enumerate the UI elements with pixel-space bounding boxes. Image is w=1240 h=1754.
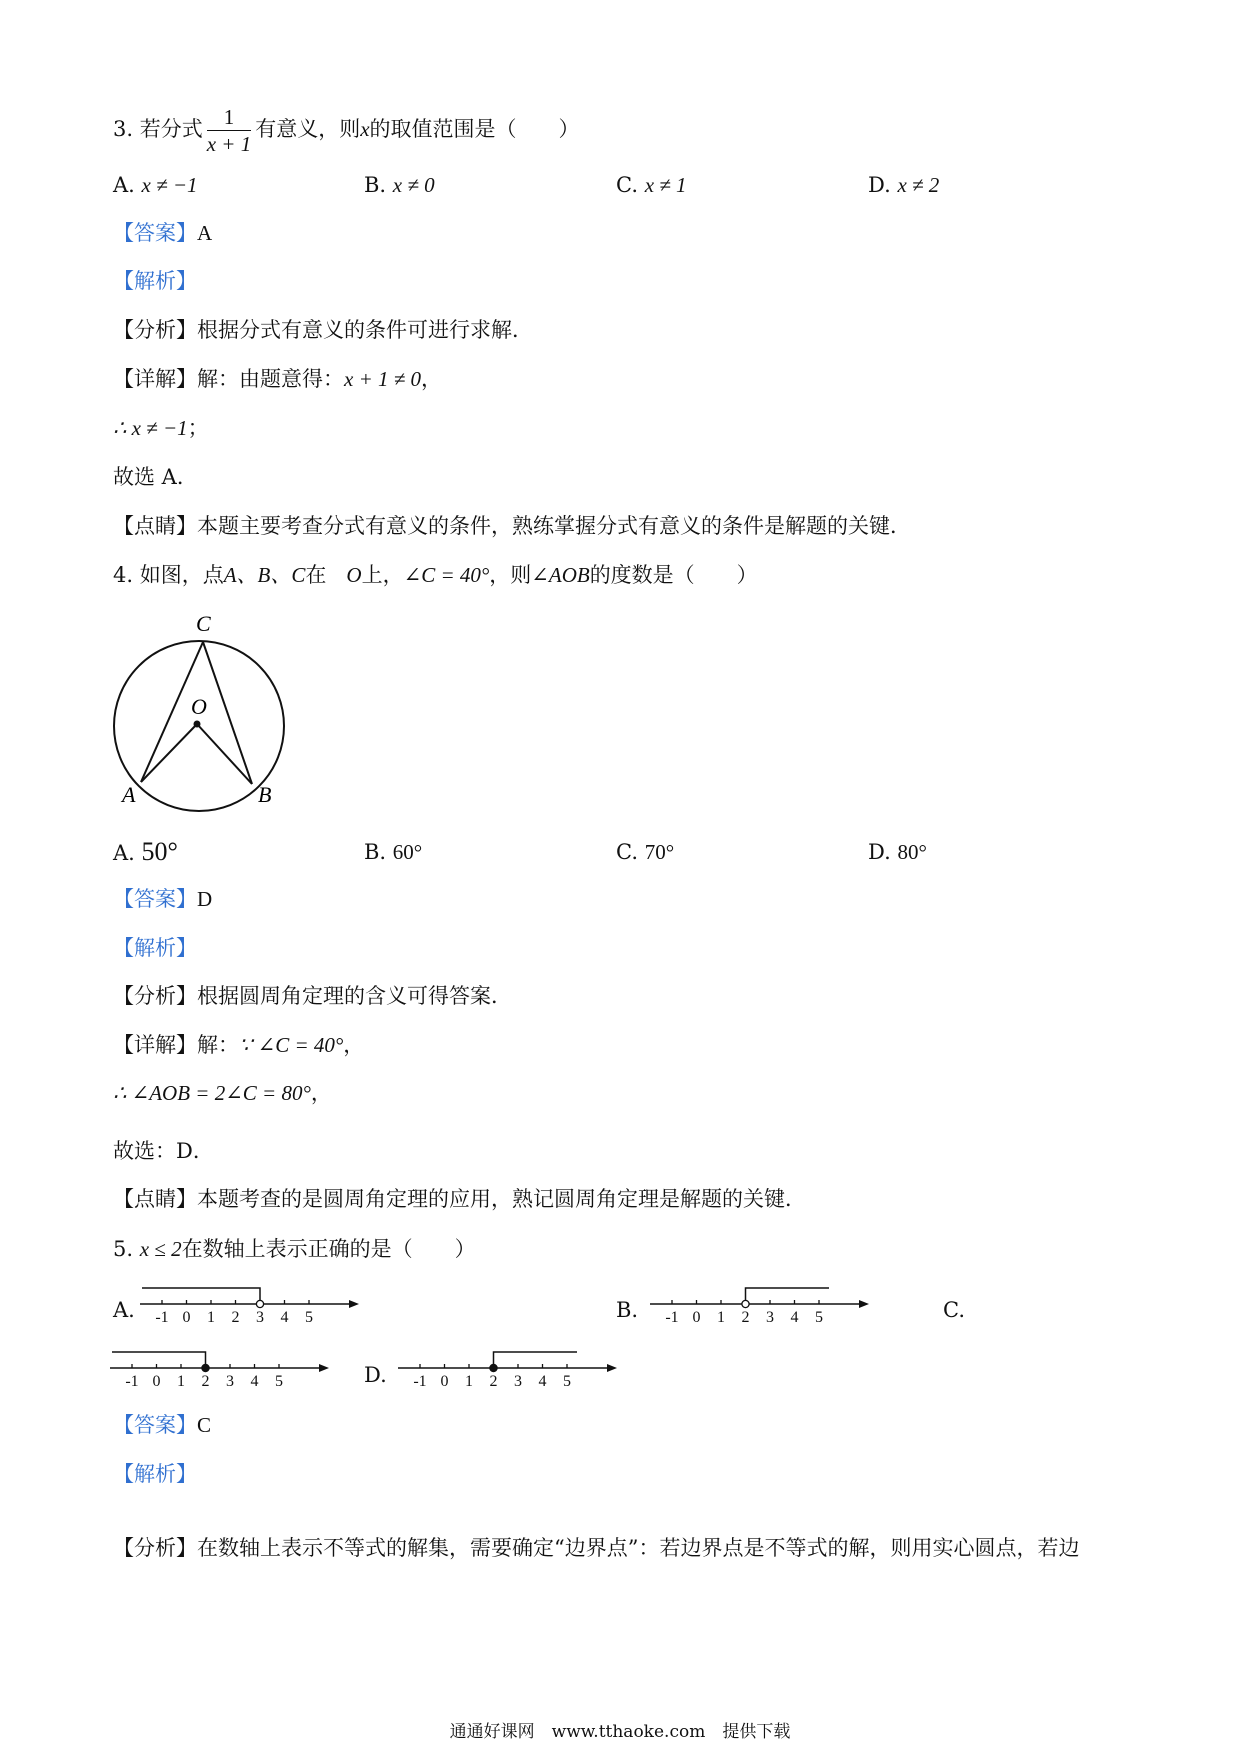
page-footer: 通通好课网 www.tthaoke.com 提供下载	[449, 1722, 791, 1742]
tick-label: 3	[766, 1309, 774, 1326]
radius-oa	[141, 724, 197, 782]
q3-dianjing: 【点睛】本题主要考查分式有意义的条件，熟练掌握分式有意义的条件是解题的关键．	[113, 514, 911, 538]
option-label: D.	[868, 840, 891, 864]
q4-stem-mid3: ，则	[489, 563, 532, 587]
solution-bracket	[746, 1288, 830, 1300]
option-text: 70°	[644, 840, 675, 864]
q4-option-a	[113, 838, 178, 867]
axis-arrow-icon	[349, 1300, 359, 1308]
tick-label: 0	[182, 1309, 191, 1326]
q3-answer	[113, 219, 212, 247]
xiangjie-prefix: 【详解】解：	[113, 1033, 239, 1057]
q3-choose: 故选 A．	[113, 465, 198, 489]
q3-jiexi-tag: 【解析】	[113, 269, 197, 293]
q4-option-c	[616, 838, 674, 866]
q4-choose: 故选：D．	[113, 1139, 214, 1163]
tick-label: -1	[155, 1309, 169, 1326]
radius-ob	[197, 724, 252, 784]
solution-bracket	[494, 1352, 578, 1364]
tick-label: 5	[815, 1309, 823, 1326]
solution-bracket	[142, 1288, 260, 1300]
chord-cb	[203, 642, 252, 784]
q5-stem	[113, 1235, 476, 1263]
option-text: 50°	[141, 837, 178, 866]
q5-option-label-b: B.	[616, 1298, 639, 1322]
option-text: 60°	[392, 840, 423, 864]
tick-label: 3	[256, 1309, 264, 1326]
therefore-suffix: ，	[310, 1081, 332, 1105]
q5-number-line-a	[140, 1278, 380, 1333]
q5-jiexi-tag: 【解析】	[113, 1462, 197, 1486]
tick-label: 4	[250, 1373, 259, 1390]
q3-option-c	[616, 171, 687, 199]
tick-label: -1	[413, 1373, 427, 1390]
tick-label: 1	[717, 1309, 725, 1326]
tick-label: -1	[665, 1309, 679, 1326]
q5-option-label-c: C.	[943, 1298, 965, 1322]
tick-label: 3	[226, 1373, 234, 1390]
q4-stem-mid2: 上，	[361, 563, 404, 587]
tick-label: 0	[440, 1373, 449, 1390]
q3-option-b	[364, 171, 435, 199]
q3-var: x	[360, 117, 370, 141]
option-label: A.	[113, 173, 135, 197]
answer-value: A	[197, 221, 213, 245]
q3-frac-num: 1	[223, 105, 235, 129]
answer-value: C	[197, 1413, 212, 1437]
q4-fenxi: 【分析】根据圆周角定理的含义可得答案．	[113, 984, 512, 1008]
option-label: B.	[364, 173, 387, 197]
q3-frac-den: x + 1	[206, 132, 252, 156]
therefore-math: ∴ ∠AOB = 2∠C = 80°	[113, 1081, 311, 1105]
xiangjie-suffix: ，	[421, 367, 443, 391]
tick-label: 4	[280, 1309, 289, 1326]
q3-suffix2: 的取值范围是（ ）	[369, 117, 580, 141]
center-point	[194, 721, 201, 728]
q5-number-line-c	[110, 1342, 350, 1397]
q3-fraction	[207, 105, 252, 156]
tick-label: 2	[231, 1309, 240, 1326]
tick-label: 2	[201, 1373, 210, 1390]
option-text: x ≠ 2	[897, 173, 940, 197]
q4-stem-circle: O	[346, 563, 362, 587]
option-text: x ≠ 1	[644, 173, 687, 197]
axis-arrow-icon	[607, 1364, 617, 1372]
solid-point	[202, 1364, 209, 1371]
tick-label: 2	[741, 1309, 750, 1326]
q5-option-label-d: D.	[364, 1363, 387, 1387]
label-c: C	[196, 611, 211, 636]
q5-fenxi: 【分析】在数轴上表示不等式的解集，需要确定“边界点”：若边界点是不等式的解，则用实心圆点，若边	[113, 1536, 1080, 1560]
option-label: C.	[616, 840, 638, 864]
answer-tag: 【答案】	[113, 887, 197, 911]
q3-option-d	[868, 171, 939, 199]
q4-stem-mid: 在	[305, 563, 327, 587]
q4-stem-suffix: 的度数是（ ）	[589, 563, 758, 587]
option-label: D.	[868, 173, 891, 197]
tick-label: 1	[207, 1309, 215, 1326]
label-a: A	[122, 782, 136, 807]
xiangjie-prefix: 【详解】解：由题意得：	[113, 367, 344, 391]
q4-option-b	[364, 838, 422, 866]
q5-answer	[113, 1411, 211, 1439]
q4-circle-figure	[100, 610, 300, 820]
q5-option-label-a: A.	[113, 1298, 135, 1322]
xiangjie-math: ∵ ∠C = 40°	[239, 1033, 344, 1057]
q3-fenxi: 【分析】根据分式有意义的条件可进行求解．	[113, 318, 533, 342]
therefore-suffix: ；	[187, 416, 209, 440]
solution-bracket	[112, 1352, 206, 1364]
tick-label: 5	[275, 1373, 283, 1390]
q3-xiangjie	[113, 365, 442, 393]
open-point	[742, 1300, 749, 1307]
q5-number-line-b	[650, 1278, 890, 1333]
q4-stem	[113, 561, 758, 589]
answer-tag: 【答案】	[113, 221, 197, 245]
option-text: 80°	[897, 840, 927, 864]
q3-therefore	[113, 414, 209, 442]
option-text: x ≠ −1	[141, 173, 198, 197]
q3-suffix: 有意义，则	[255, 117, 361, 141]
q4-answer	[113, 885, 212, 913]
label-b: B	[258, 782, 272, 807]
q3-prefix: 3. 若分式	[113, 117, 203, 141]
tick-label: 0	[152, 1373, 161, 1390]
tick-label: 3	[514, 1373, 522, 1390]
q5-stem-suffix: 在数轴上表示正确的是（ ）	[181, 1237, 476, 1261]
q5-stem-prefix: 5.	[113, 1237, 134, 1261]
option-text: x ≠ 0	[392, 173, 435, 197]
tick-label: -1	[125, 1373, 139, 1390]
q5-number-line-d	[398, 1342, 638, 1397]
xiangjie-math: x + 1 ≠ 0	[344, 367, 422, 391]
q3-stem	[113, 105, 580, 156]
q4-stem-points: A、B、C	[223, 563, 306, 587]
option-label: A.	[113, 841, 135, 865]
q4-stem-target: ∠AOB	[531, 563, 590, 587]
tick-label: 1	[465, 1373, 473, 1390]
answer-tag: 【答案】	[113, 1413, 197, 1437]
answer-value: D	[197, 887, 213, 911]
tick-label: 4	[538, 1373, 547, 1390]
tick-label: 5	[563, 1373, 571, 1390]
q4-stem-prefix: 4. 如图，点	[113, 563, 224, 587]
tick-label: 0	[692, 1309, 701, 1326]
solid-point	[490, 1364, 497, 1371]
tick-label: 5	[305, 1309, 313, 1326]
q4-therefore	[113, 1079, 332, 1107]
tick-label: 4	[790, 1309, 799, 1326]
tick-label: 1	[177, 1373, 185, 1390]
q4-xiangjie	[113, 1031, 364, 1059]
axis-arrow-icon	[859, 1300, 869, 1308]
therefore-math: ∴ x ≠ −1	[113, 416, 188, 440]
q4-dianjing: 【点睛】本题考查的是圆周角定理的应用，熟记圆周角定理是解题的关键．	[113, 1187, 806, 1211]
label-o: O	[191, 694, 207, 719]
q3-option-a	[113, 171, 198, 199]
q5-stem-math: x ≤ 2	[139, 1237, 182, 1261]
option-label: B.	[364, 840, 387, 864]
xiangjie-suffix: ，	[343, 1033, 365, 1057]
axis-arrow-icon	[319, 1364, 329, 1372]
open-point	[256, 1300, 263, 1307]
tick-label: 2	[489, 1373, 498, 1390]
q4-option-d	[868, 838, 927, 866]
q4-jiexi-tag: 【解析】	[113, 936, 197, 960]
option-label: C.	[616, 173, 638, 197]
q4-stem-angle: ∠C = 40°	[403, 563, 490, 587]
